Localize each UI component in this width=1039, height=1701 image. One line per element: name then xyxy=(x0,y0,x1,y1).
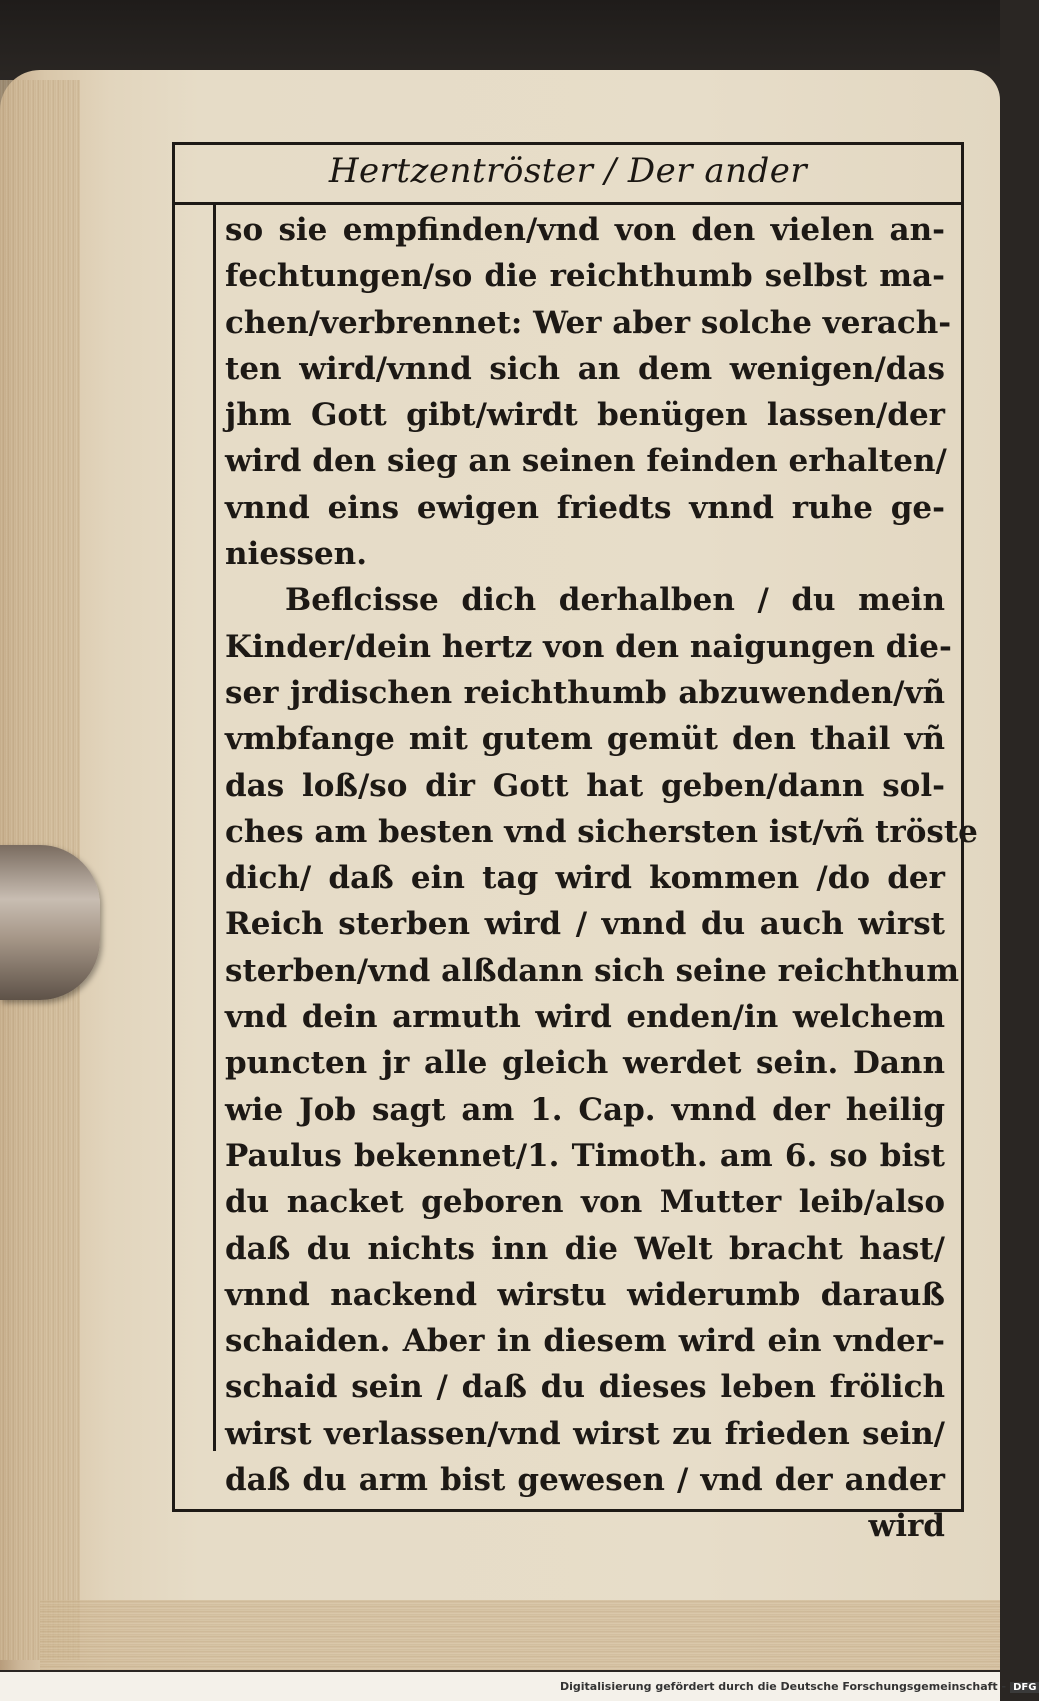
text-line: Paulus bekennet/1. Timoth. am 6. so bist xyxy=(225,1137,945,1174)
text-line: wirst verlassen/vnd wirst zu frieden sein/ xyxy=(225,1415,945,1452)
text-line: daß du nichts inn die Welt bracht hast/ xyxy=(225,1230,945,1267)
text-line: schaiden. Aber in diesem wird ein vnder- xyxy=(225,1323,945,1360)
text-line: sterben/vnd alßdann sich seine reichthum xyxy=(225,952,960,989)
text-line: vnnd eins ewigen friedts vnnd ruhe ge- xyxy=(225,489,945,526)
funding-credit-text: Digitalisierung gefördert durch die Deutsche Forschungsgemeinschaft - xyxy=(560,1680,1007,1693)
text-line: Kinder/dein hertz von den naigungen die- xyxy=(225,628,952,665)
text-line: vmbfange mit gutem gemüt den thail vñ xyxy=(225,721,945,758)
text-line: fechtungen/so die reichthumb selbst ma- xyxy=(225,258,945,295)
text-line: niessen. xyxy=(225,536,367,573)
text-line: jhm Gott gibt/wirdt benügen lassen/der xyxy=(225,397,945,434)
text-line: vnd dein armuth wird enden/in welchem xyxy=(225,999,945,1036)
text-line: ches am besten vnd sichersten ist/vñ tröste xyxy=(225,813,978,850)
funding-credit xyxy=(560,1680,1037,1698)
running-head xyxy=(175,145,961,205)
text-line: puncten jr alle gleich werdet sein. Dann xyxy=(225,1045,945,1082)
text-line: das loß/so dir Gott hat geben/dann sol- xyxy=(225,767,945,804)
text-line: ten wird/vnnd sich an dem wenigen/das xyxy=(225,350,945,387)
text-frame xyxy=(172,142,978,1545)
text-line: wie Job sagt am 1. Cap. vnnd der heilig xyxy=(225,1091,945,1128)
text-line: daß du arm bist gewesen / vnd der ander xyxy=(225,1462,945,1499)
inner-rule xyxy=(213,205,216,1451)
book-clamp xyxy=(0,845,100,1000)
page-edges-bottom xyxy=(40,1600,1000,1670)
text-line: Reich sterben wird / vnnd du auch wirst xyxy=(225,906,945,943)
text-line: chen/verbrennet: Wer aber solche verach- xyxy=(225,304,952,341)
catchword: wird xyxy=(868,1508,945,1545)
text-line: wird den sieg an seinen feinden erhalten/ xyxy=(225,443,947,480)
text-line: schaid sein / daß du dieses leben frölich xyxy=(225,1369,945,1406)
body-text xyxy=(225,207,978,1550)
text-line: so sie empfinden/vnd von den vielen an- xyxy=(225,212,945,248)
running-head-text: Hertzentröster / Der ander xyxy=(328,151,808,191)
text-line: dich/ daß ein tag wird kommen /do der xyxy=(225,860,945,897)
text-line: vnnd nackend wirstu widerumb darauß xyxy=(225,1276,945,1313)
dfg-logo: DFG xyxy=(1010,1682,1039,1693)
text-line: Beflcisse dich derhalben / du mein xyxy=(285,582,945,619)
text-line: du nacket geboren von Mutter leib/also xyxy=(225,1184,945,1221)
text-line: ser jrdischen reichthumb abzuwenden/vñ xyxy=(225,674,945,711)
